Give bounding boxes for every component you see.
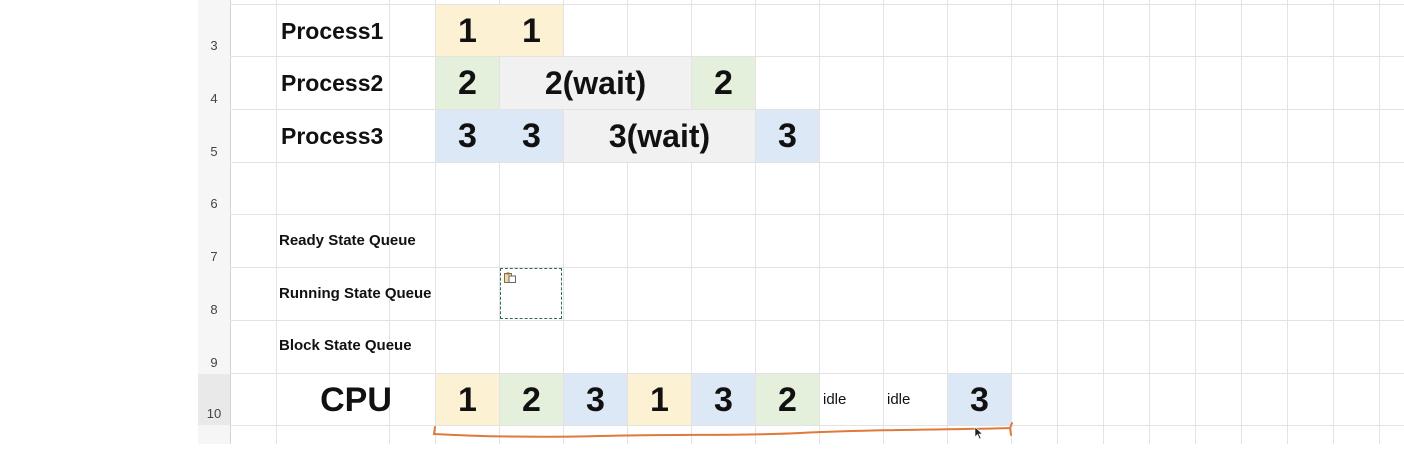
running-queue-label[interactable]: Running State Queue: [279, 285, 432, 302]
process2-label[interactable]: Process2: [281, 70, 384, 96]
process2-wait-cell[interactable]: 2(wait): [544, 65, 647, 101]
process3-cell[interactable]: 3: [522, 117, 541, 155]
process1-label[interactable]: Process1: [281, 18, 384, 44]
process3-cell[interactable]: 3: [778, 117, 797, 155]
block-queue-label[interactable]: Block State Queue: [279, 337, 412, 354]
row-number-3[interactable]: 3: [210, 38, 218, 53]
ready-queue-label[interactable]: Ready State Queue: [279, 232, 416, 249]
cpu-slot[interactable]: 2: [522, 381, 541, 419]
mouse-cursor-icon: [974, 426, 984, 440]
cpu-slot[interactable]: 3: [970, 381, 989, 419]
row-number-8[interactable]: 8: [210, 302, 218, 317]
process1-cell[interactable]: 1: [458, 12, 477, 50]
process3-wait-cell[interactable]: 3(wait): [608, 118, 711, 154]
cpu-slot[interactable]: 3: [586, 381, 605, 419]
process3-cell[interactable]: 3: [458, 117, 477, 155]
cpu-slot-idle[interactable]: idle: [823, 391, 847, 408]
row-number-9[interactable]: 9: [210, 355, 218, 370]
row-number-10[interactable]: 10: [198, 374, 230, 425]
process3-label[interactable]: Process3: [281, 123, 384, 149]
cpu-label[interactable]: CPU: [320, 381, 392, 419]
process1-cell[interactable]: 1: [522, 12, 541, 50]
cpu-slot-idle[interactable]: idle: [887, 391, 911, 408]
row-number-7[interactable]: 7: [210, 249, 218, 264]
cpu-slot[interactable]: 3: [714, 381, 733, 419]
cpu-slot[interactable]: 1: [458, 381, 477, 419]
row-number-5[interactable]: 5: [210, 144, 218, 159]
row-number-6[interactable]: 6: [210, 196, 218, 211]
row-number-4[interactable]: 4: [210, 91, 218, 106]
cpu-slot[interactable]: 1: [650, 381, 669, 419]
process2-cell[interactable]: 2: [458, 64, 477, 102]
process2-cell[interactable]: 2: [714, 64, 733, 102]
cpu-slot[interactable]: 2: [778, 381, 797, 419]
